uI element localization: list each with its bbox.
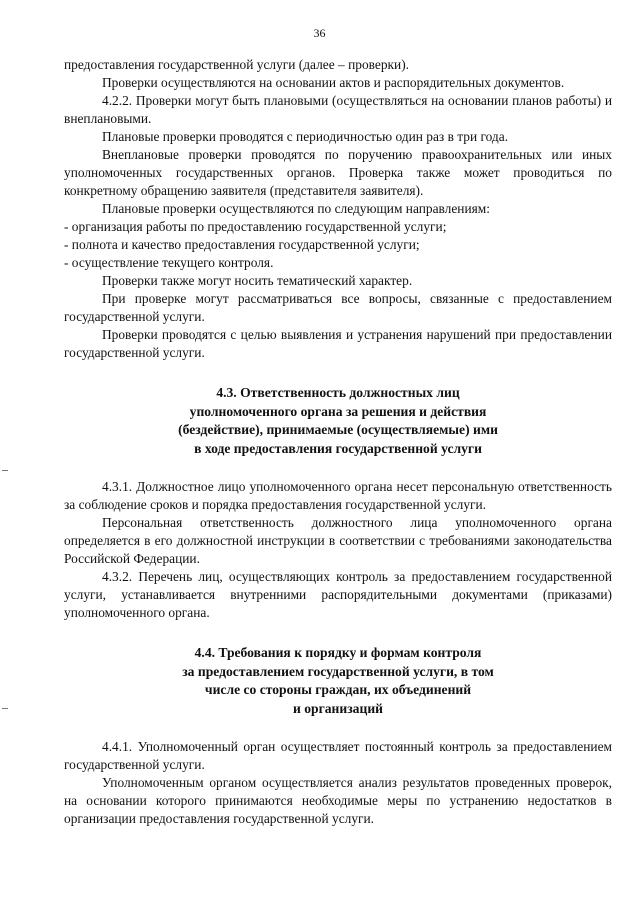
heading-line: в ходе предоставления государственной услуги (194, 440, 482, 456)
page-number: 36 (313, 26, 326, 40)
paragraph: Внеплановые проверки проводятся по поручению правоохранительных или иных уполномоченных государственных органов. Проверка также может проводиться по конкретному обращению заявителя (представителя заявителя). (64, 147, 612, 198)
section-heading-4-3 (64, 384, 612, 458)
paragraph: 4.4.1. Уполномоченный орган осуществляет постоянный контроль за предоставлением государственной услуги. (64, 739, 612, 772)
section-heading-4-4 (64, 644, 612, 718)
document-body (64, 56, 612, 828)
list-item: - организация работы по предоставлению государственной услуги; (64, 219, 447, 234)
heading-line: уполномоченного органа за решения и действия (189, 403, 487, 419)
paragraph: При проверке могут рассматриваться все вопросы, связанные с предоставлением государственной услуги. (64, 291, 612, 324)
heading-line: и организаций (293, 700, 383, 716)
list-item: - полнота и качество предоставления государственной услуги; (64, 237, 420, 252)
scan-margin-mark (2, 470, 8, 471)
paragraph: Уполномоченным органом осуществляется анализ результатов проведенных проверок, на основании которого принимаются необходимые меры по устранению недостатков в организации предоставления государственной услуги. (64, 775, 612, 826)
list-item: - осуществление текущего контроля. (64, 255, 274, 270)
heading-line: 4.4. Требования к порядку и формам контроля (194, 645, 482, 660)
paragraph: предоставления государственной услуги (далее – проверки). (64, 57, 409, 72)
paragraph: Персональная ответственность должностного лица уполномоченного органа определяется в его должностной инструкции в соответствии с требованиями законодательства Российской Федерации. (64, 515, 612, 566)
heading-line: (бездействие), принимаемые (осуществляемые) ими (178, 422, 498, 437)
paragraph: Плановые проверки проводятся с периодичностью один раз в три года. (102, 129, 509, 144)
paragraph: 4.3.1. Должностное лицо уполномоченного органа несет персональную ответственность за соблюдение сроков и порядка предоставления государственной услуги. (64, 479, 612, 512)
heading-line: за предоставлением государственной услуги, в том (182, 663, 494, 679)
paragraph: Плановые проверки осуществляются по следующим направлениям: (102, 201, 490, 216)
paragraph: Проверки осуществляются на основании актов и распорядительных документов. (102, 75, 565, 90)
paragraph: 4.3.2. Перечень лиц, осуществляющих контроль за предоставлением государственной услуги, устанавливается внутренними распорядительными документами (приказами) уполномоченного органа. (64, 569, 612, 620)
paragraph: Проверки также могут носить тематический характер. (102, 273, 413, 288)
paragraph: 4.2.2. Проверки могут быть плановыми (осуществляться на основании планов работы) и внеплановыми. (64, 93, 612, 126)
heading-line: 4.3. Ответственность должностных лиц (216, 385, 460, 400)
heading-line: числе со стороны граждан, их объединений (204, 682, 472, 697)
paragraph: Проверки проводятся с целью выявления и устранения нарушений при предоставлении государственной услуги. (64, 327, 612, 360)
scan-margin-mark (2, 708, 8, 709)
